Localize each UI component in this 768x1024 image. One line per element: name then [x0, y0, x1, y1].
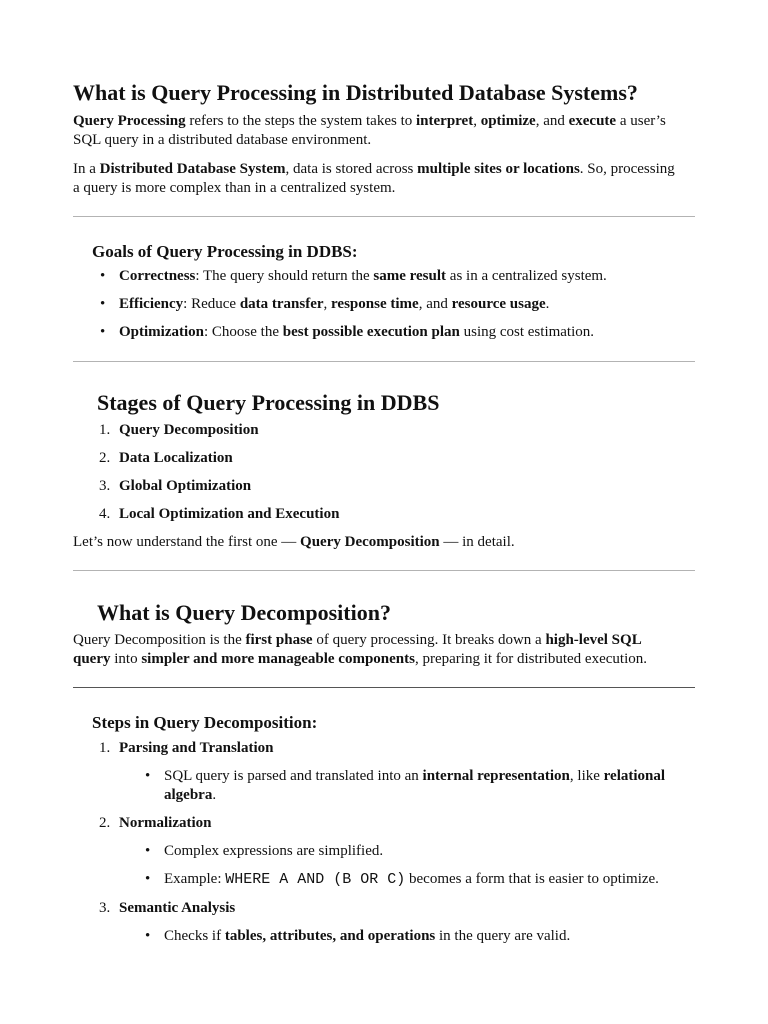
list-item: • Example: WHERE A AND (B OR C) becomes a form that is easier to optimize. [145, 871, 659, 888]
list-item: 2. Data Localization [99, 450, 233, 466]
bullet-icon: • [145, 768, 151, 784]
list-item: 1. Parsing and Translation [99, 740, 274, 756]
list-item: • Optimization: Choose the best possible execution plan using cost estimation. [100, 324, 595, 340]
list-item: • Correctness: The query should return the same result as in a centralized system. [100, 268, 607, 284]
divider [73, 361, 695, 362]
decomposition-heading: What is Query Decomposition? [97, 600, 391, 625]
list-item: • SQL query is parsed and translated into an internal representation, like relational algebra. [145, 768, 666, 803]
bullet-icon: • [145, 843, 151, 859]
list-item: • Complex expressions are simplified. [145, 843, 384, 859]
goals-heading: Goals of Query Processing in DDBS: [92, 242, 358, 261]
divider [73, 687, 695, 688]
bullet-icon: • [100, 268, 106, 284]
list-item: • Efficiency: Reduce data transfer, response time, and resource usage. [100, 296, 550, 312]
divider [73, 570, 695, 571]
list-item: 2. Normalization [99, 815, 212, 831]
bullet-icon: • [145, 871, 151, 887]
list-item: 4. Local Optimization and Execution [99, 506, 340, 522]
page-title: What is Query Processing in Distributed Database Systems? [73, 80, 638, 105]
list-item: 1. Query Decomposition [99, 422, 259, 438]
list-item: • Checks if tables, attributes, and operations in the query are valid. [145, 928, 571, 944]
intro-paragraph-2: In a Distributed Database System, data is stored across multiple sites or locations. So, processing a query is more complex than in a centralized system. [73, 161, 675, 196]
list-item: 3. Global Optimization [99, 478, 252, 494]
bullet-icon: • [100, 324, 106, 340]
bullet-icon: • [145, 928, 151, 944]
code-snippet: WHERE A AND (B OR C) [225, 871, 406, 888]
steps-heading: Steps in Query Decomposition: [92, 713, 318, 732]
stages-heading: Stages of Query Processing in DDBS [97, 390, 440, 415]
stages-note: Let’s now understand the first one — Query Decomposition — in detail. [73, 534, 515, 550]
decomposition-paragraph: Query Decomposition is the first phase of query processing. It breaks down a high-level SQL query into simpler and more manageable components, preparing it for distributed execution. [73, 632, 647, 667]
intro-paragraph-1: Query Processing refers to the steps the system takes to interpret, optimize, and execute a user’s SQL query in a distributed database environment. [73, 113, 666, 148]
divider [73, 216, 695, 217]
bullet-icon: • [100, 296, 106, 312]
list-item: 3. Semantic Analysis [99, 900, 236, 916]
